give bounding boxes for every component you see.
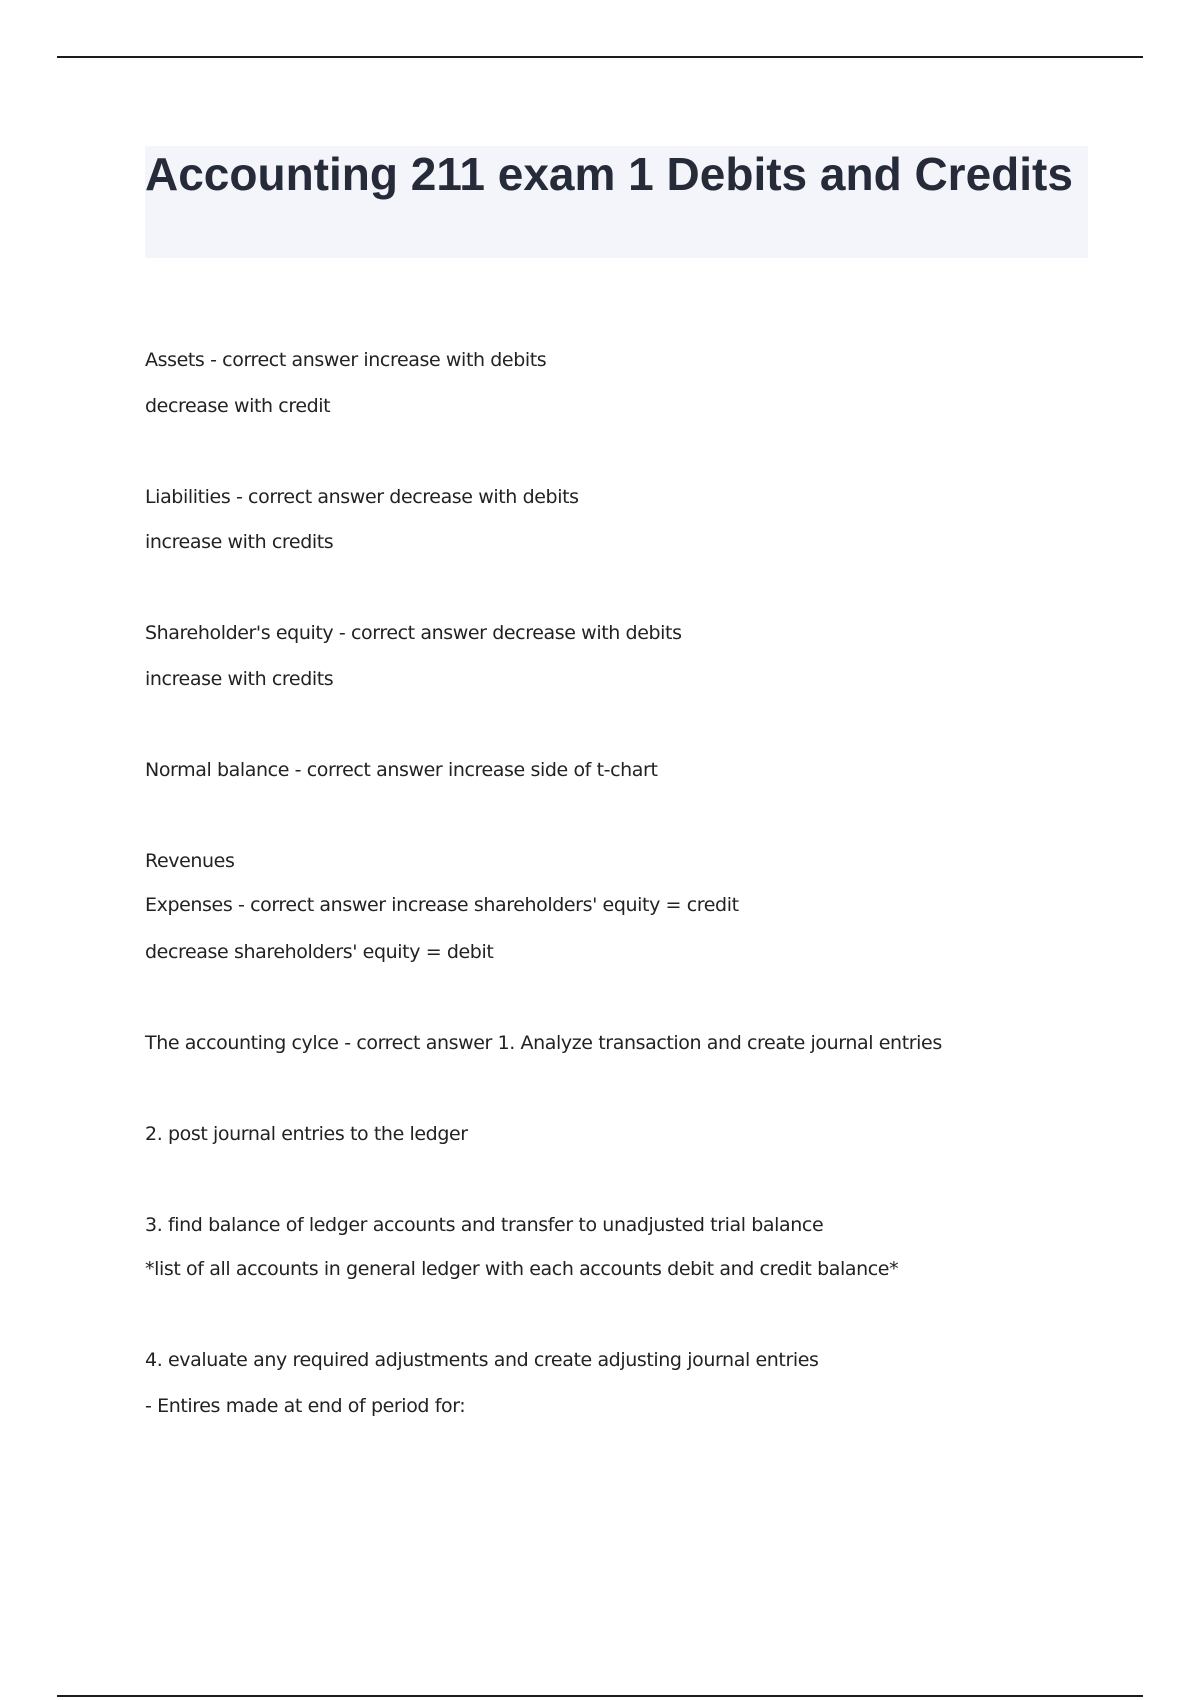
text-line-liabilities: Liabilities - correct answer decrease with debits: [145, 486, 579, 508]
text-line: decrease with credit: [145, 395, 331, 417]
text-line-step-2: 2. post journal entries to the ledger: [145, 1123, 468, 1145]
text-line: - Entires made at end of period for:: [145, 1395, 466, 1417]
title-block: [145, 146, 1088, 258]
text-line-note: *list of all accounts in general ledger with each accounts debit and credit balance*: [145, 1258, 899, 1280]
text-line-step-3: 3. find balance of ledger accounts and transfer to unadjusted trial balance: [145, 1214, 824, 1236]
text-line-step-4: 4. evaluate any required adjustments and create adjusting journal entries: [145, 1349, 819, 1371]
text-line-revenues: Revenues: [145, 850, 235, 872]
text-line-assets: Assets - correct answer increase with debits: [145, 349, 547, 371]
text-line: increase with credits: [145, 531, 334, 553]
document-title: Accounting 211 exam 1 Debits and Credits: [145, 148, 1073, 200]
text-line-accounting-cycle: The accounting cylce - correct answer 1. Analyze transaction and create journal entries: [145, 1032, 942, 1054]
bottom-rule: [57, 1695, 1143, 1697]
text-line: decrease shareholders' equity = debit: [145, 941, 494, 963]
text-line: increase with credits: [145, 668, 334, 690]
top-rule: [57, 56, 1143, 58]
text-line-expenses: Expenses - correct answer increase shareholders' equity = credit: [145, 894, 739, 916]
text-line-shareholders-equity: Shareholder's equity - correct answer decrease with debits: [145, 622, 682, 644]
text-line-normal-balance: Normal balance - correct answer increase side of t-chart: [145, 759, 658, 781]
